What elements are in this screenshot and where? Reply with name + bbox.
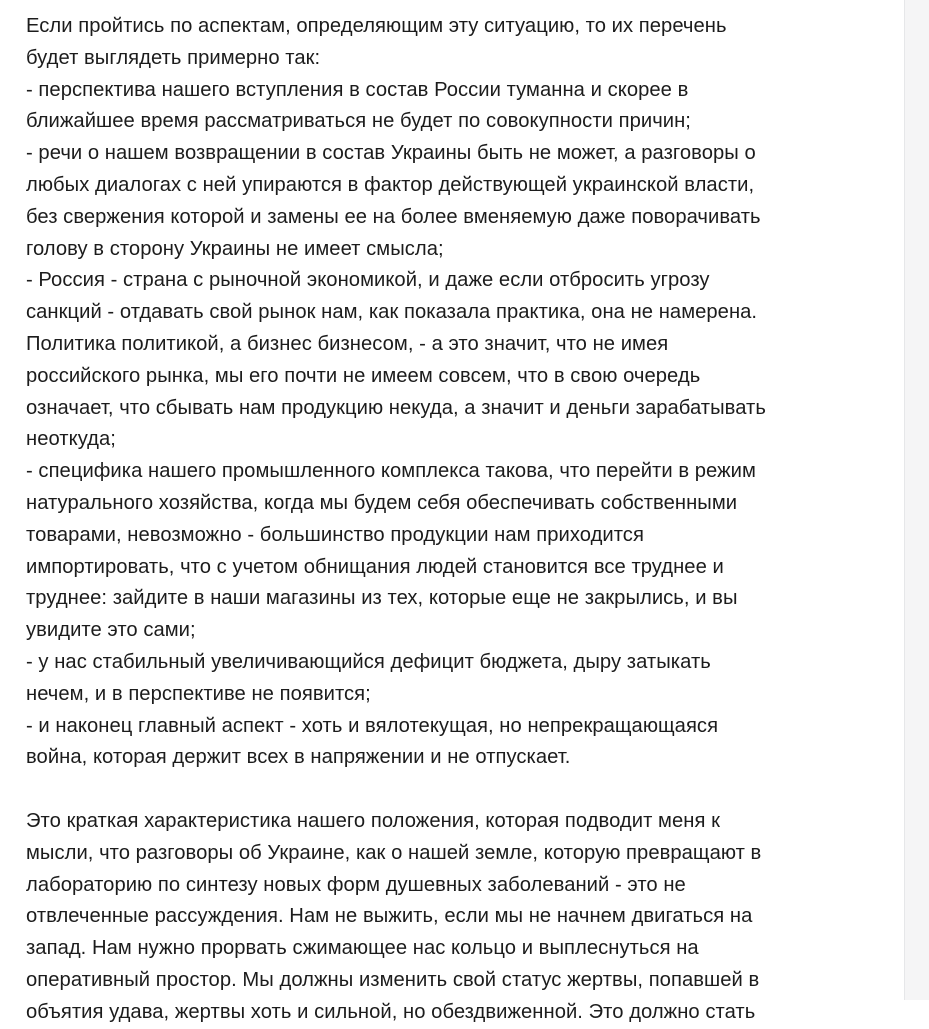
text-line: натурального хозяйства, когда мы будем себя обеспечивать собственными xyxy=(26,491,738,514)
text-line: труднее: зайдите в наши магазины из тех, которые еще не закрылись, и вы xyxy=(26,587,738,610)
text-line: лабораторию по синтезу новых форм душевных заболеваний - это не xyxy=(26,873,686,896)
text-line: увидите это сами; xyxy=(26,619,196,642)
text-line: - у нас стабильный увеличивающийся дефицит бюджета, дыру затыкать xyxy=(26,650,711,673)
text-line: нечем, и в перспективе не появится; xyxy=(26,682,371,705)
text-line: - Россия - страна с рыночной экономикой, и даже если отбросить угрозу xyxy=(26,269,710,292)
text-line: ближайшее время рассматриваться не будет по совокупности причин; xyxy=(26,110,691,133)
right-side-panel xyxy=(904,0,929,1000)
text-line: голову в сторону Украины не имеет смысла; xyxy=(26,237,444,260)
text-line: мысли, что разговоры об Украине, как о нашей земле, которую превращают в xyxy=(26,841,762,864)
text-line: запад. Нам нужно прорвать сжимающее нас кольцо и выплеснуться на xyxy=(26,937,699,960)
text-line: - и наконец главный аспект - хоть и вялотекущая, но непрекращающаяся xyxy=(26,714,719,737)
text-line: объятия удава, жертвы хоть и сильной, но обездвиженной. Это должно стать xyxy=(26,1000,756,1023)
text-line: война, которая держит всех в напряжении и не отпускает. xyxy=(26,746,571,769)
text-line: любых диалогах с ней упираются в фактор действующей украинской власти, xyxy=(26,173,755,196)
text-line: Если пройтись по аспектам, определяющим эту ситуацию, то их перечень xyxy=(26,15,727,37)
text-line: импортировать, что с учетом обнищания людей становится все труднее и xyxy=(26,555,724,578)
text-line: неоткуда; xyxy=(26,428,116,451)
text-line: Это краткая характеристика нашего положения, которая подводит меня к xyxy=(26,809,720,832)
paragraph-gap xyxy=(26,774,886,806)
paragraph-2 xyxy=(26,806,886,1029)
text-line: товарами, невозможно - большинство продукции нам приходится xyxy=(26,523,644,546)
text-line: - перспектива нашего вступления в состав России туманна и скорее в xyxy=(26,78,689,101)
text-line: санкций - отдавать свой рынок нам, как показала практика, она не намерена. xyxy=(26,301,758,324)
text-line: - специфика нашего промышленного комплекса такова, что перейти в режим xyxy=(26,460,756,483)
post-text xyxy=(26,11,886,1029)
text-line: оперативный простор. Мы должны изменить свой статус жертвы, попавшей в xyxy=(26,968,760,991)
text-line: будет выглядеть примерно так: xyxy=(26,46,321,69)
text-line: - речи о нашем возвращении в состав Украины быть не может, а разговоры о xyxy=(26,142,756,165)
text-line: Политика политикой, а бизнес бизнесом, - а это значит, что не имея xyxy=(26,332,669,355)
paragraph-1 xyxy=(26,11,886,774)
text-line: отвлеченные рассуждения. Нам не выжить, если мы не начнем двигаться на xyxy=(26,905,753,928)
text-line: без свержения которой и замены ее на более вменяемую даже поворачивать xyxy=(26,205,761,228)
text-line: российского рынка, мы его почти не имеем совсем, что в свою очередь xyxy=(26,364,701,387)
text-line: означает, что сбывать нам продукцию некуда, а значит и деньги зарабатывать xyxy=(26,396,766,419)
